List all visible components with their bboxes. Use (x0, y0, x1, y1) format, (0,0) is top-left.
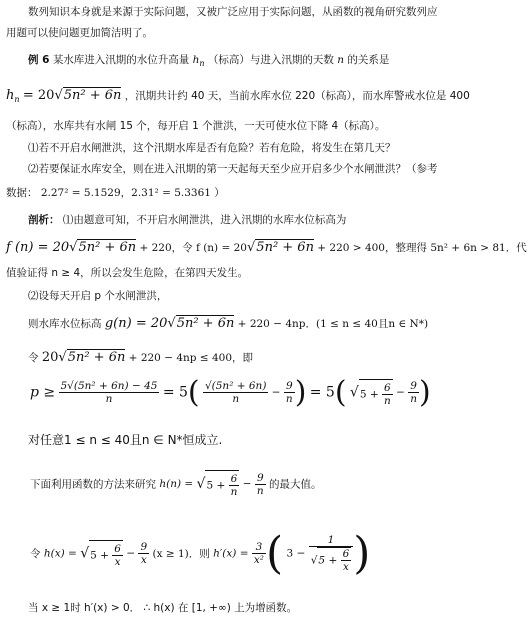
h-fraction-9-n (255, 472, 266, 497)
data-label: 数据： (6, 187, 38, 199)
question-2: ⑵若要保证水库安全，则在进入汛期的第一天起每天至少应开启多少个水闸泄洪？（参考 (28, 163, 438, 175)
hprime-inner-den: √5 + $\frac{6}{x}$ (310, 548, 350, 573)
ineq-label: 令 (28, 352, 39, 364)
final-line: 当 x ≥ 1时 h′(x) > 0． ∴ h(x) 在 [1, +∞) 上为增函数。 (28, 602, 298, 614)
hprime: h′(x) = (213, 547, 249, 560)
g-lhs: g(n) = 20 (104, 316, 168, 331)
h-nine: 9 (255, 472, 266, 485)
data-values: 2.27² = 5.1529，2.31² = 5.3361 ） (40, 187, 225, 199)
p-ge: p ≥ (30, 384, 56, 401)
formula-lhs: h (6, 88, 15, 103)
formula-sqrt: 5n² + 6n (63, 88, 122, 103)
nine-numerator-2: 9 (408, 380, 419, 393)
hprime-three: 3 (252, 541, 266, 554)
intro-line-2: 用题可以使问题更加简洁明了。 (6, 27, 153, 39)
fraction-9-n (284, 380, 295, 405)
example-text-c: 的关系是 (347, 54, 390, 66)
analysis-line-1 (28, 212, 480, 228)
h-sqrt-prefix: 5 + (206, 479, 226, 492)
forall-line: 对任意1 ≤ n ≤ 40且n ∈ N*恒成立. (28, 433, 223, 447)
six-numerator: 6 (382, 382, 393, 395)
h-tail: 的最大值。 (269, 478, 322, 491)
h-n-2: n (256, 484, 264, 497)
n-denominator-2: n (384, 394, 391, 407)
analysis-p3: ⑵设每天开启 p 个水闸泄洪， (28, 290, 168, 302)
example-formula-line: $h_n = 20√5n^2 + 6n$ ，汛期共计约 40 天，当前水库水位 220（标高），而水库警戒水位是 400 (6, 88, 470, 105)
var-h-sub: n (199, 59, 205, 69)
equals-5-b: = 5 (309, 384, 335, 401)
hx-nine: 9 (140, 541, 148, 553)
hx-cond: (x ≥ 1)．则 (152, 548, 210, 560)
h-n-line: 下面利用函数的方法来研究 h(n) = √5 + $\frac{6}{n}$ − $\frac{9}{n}$ 的最大值。 (30, 471, 322, 498)
h-minus: − (242, 478, 252, 490)
inner-sqrt-prefix: 5 + (359, 388, 379, 400)
hx-def: h(x) = (43, 547, 77, 560)
example-line-1 (28, 52, 480, 72)
hprime-six: 6 (342, 548, 350, 560)
ineq-pre: 20 (41, 350, 59, 365)
formula-tail: ，汛期共计约 40 天，当前水库水位 220（标高），而水库警戒水位是 400 (124, 90, 470, 102)
inner-sqrt (359, 379, 393, 407)
hx-sqrt (89, 540, 123, 568)
nine-numerator: 9 (284, 380, 295, 393)
hprime-inner-prefix: 5 + (318, 554, 338, 567)
fraction-2-numerator: √(5n² + 6n) (204, 380, 267, 392)
h-sqrt (205, 470, 239, 498)
minus-sign-2: − (396, 386, 405, 399)
hprime-x: x (342, 561, 349, 573)
fraction-6-n (382, 382, 393, 407)
var-h: h (192, 54, 200, 66)
hx-six: 6 (114, 542, 121, 555)
g-formula-line: 则水库水位标高 g(n) = 20√5n² + 6n + 220 − 4np．(1 ≤ n ≤ 40且n ∈ N*) (28, 316, 429, 331)
analysis-label: 剖析： (28, 214, 60, 226)
hx-label: 令 (30, 548, 41, 560)
hx-minus: − (126, 547, 136, 560)
intro-line-1: 数列知识本身就是来源于实际问题，又被广泛应用于实际问题，从函数的视角研究数列应 (28, 6, 438, 18)
hprime-one: 1 (309, 534, 354, 547)
hx-x: x (114, 555, 121, 568)
h-intro: 下面利用函数的方法来研究 (30, 478, 156, 491)
h-n: n (230, 486, 238, 498)
f-formula-line: f (n) = 20√5n² + 6n + 220，令 f (n) = 20√5n² + 6n + 220 > 400，整理得 5n² + 6n > 81．代 (6, 240, 527, 255)
ineq-tail: + 220 − 4np ≤ 400，即 (125, 352, 254, 364)
hprime-three-minus: 3 − (286, 547, 306, 560)
f-sqrt: 5n² + 6n (78, 240, 137, 255)
var-n: n (337, 54, 345, 66)
f-sqrt-2: 5n² + 6n (256, 240, 314, 255)
hx-fraction-9-x (138, 541, 149, 566)
h-fraction-6-n (229, 473, 240, 498)
example-line-3: （标高），水库共有水闸 15 个，每开启 1 个泄洪，一天可使水位下降 4（标高）。 (6, 120, 386, 132)
hprime-inner-fraction (309, 534, 354, 573)
ineq-sqrt: 5n² + 6n (67, 350, 126, 365)
g-label: 则水库水位标高 (28, 318, 102, 330)
analysis-p1: ⑴由题意可知，不开启水闸泄洪，进入汛期的水库水位标高为 (62, 214, 347, 226)
hx-sqrt-prefix: 5 + (90, 549, 109, 561)
f-tail: + 220 > 400，整理得 5n² + 6n > 81．代 (313, 242, 527, 254)
hprime-inner-sqrt (317, 547, 351, 573)
g-sqrt: 5n² + 6n (176, 316, 235, 331)
h-x-line: 令 h(x) = √5 + $\frac{6}{x}$ − $\frac{9}{x}$ (x ≥ 1)．则 h′(x) = $\frac{3}{\text{x²}}$ ( 3 − 1 √5 + $\frac{6}{x}$ ) (30, 528, 371, 579)
h-six: 6 (229, 473, 240, 486)
reference-data (6, 185, 480, 201)
fraction-1-numerator: 5√(5n² + 6n) − 45 (60, 380, 158, 392)
analysis-p2: 值验证得 n ≥ 4，所以会发生危险，在第四天发生。 (6, 267, 249, 279)
hx-x-2: x (140, 554, 147, 566)
ineq-line: 令 20√5n² + 6n + 220 − 4np ≤ 400，即 (28, 350, 254, 365)
minus-sign: − (271, 386, 281, 399)
formula-sub: n (14, 95, 20, 105)
g-tail: + 220 − 4np．(1 ≤ n ≤ 40且n ∈ N*) (234, 318, 429, 330)
fraction-1 (59, 380, 160, 405)
question-1: ⑴若不开启水闸泄洪，这个汛期水库是否有危险？若有危险，将发生在第几天？ (28, 142, 396, 154)
equals-5: = 5 (162, 384, 188, 401)
fraction-2-denominator: n (232, 393, 240, 405)
example-text-a: 某水库进入汛期的水位升高量 (52, 54, 190, 66)
fraction-1-denominator: n (105, 393, 113, 405)
example-text-b: （标高）与进入汛期的天数 (207, 54, 334, 66)
p-bound-formula: p ≥ $\frac{\text{5√(5n² + 6n) − 45}}{n}$ = 5( $\frac{\text{√(5n² + 6n)}}{n}$ − $\frac{9}{n}$ ) = 5( √5 + $\frac{6}{n}$ − $\frac{9}{n}$ ) (30, 375, 431, 410)
hx-fraction-6-x (112, 543, 123, 568)
f-lhs: f (n) = 20 (6, 240, 70, 255)
h-def: h(n) = (159, 478, 194, 490)
example-label: 例 6 (28, 54, 50, 66)
fraction-9-n-2 (408, 380, 419, 405)
n-denominator-3: n (410, 393, 418, 405)
hprime-x2: x² (253, 554, 265, 566)
hprime-fraction (252, 541, 266, 566)
n-denominator: n (285, 393, 293, 405)
fraction-2 (203, 380, 268, 405)
formula-rhs-pre: = 20 (22, 88, 55, 103)
hprime-inner-6-x (341, 548, 352, 573)
f-mid: + 220，令 f (n) = 20 (136, 242, 247, 254)
